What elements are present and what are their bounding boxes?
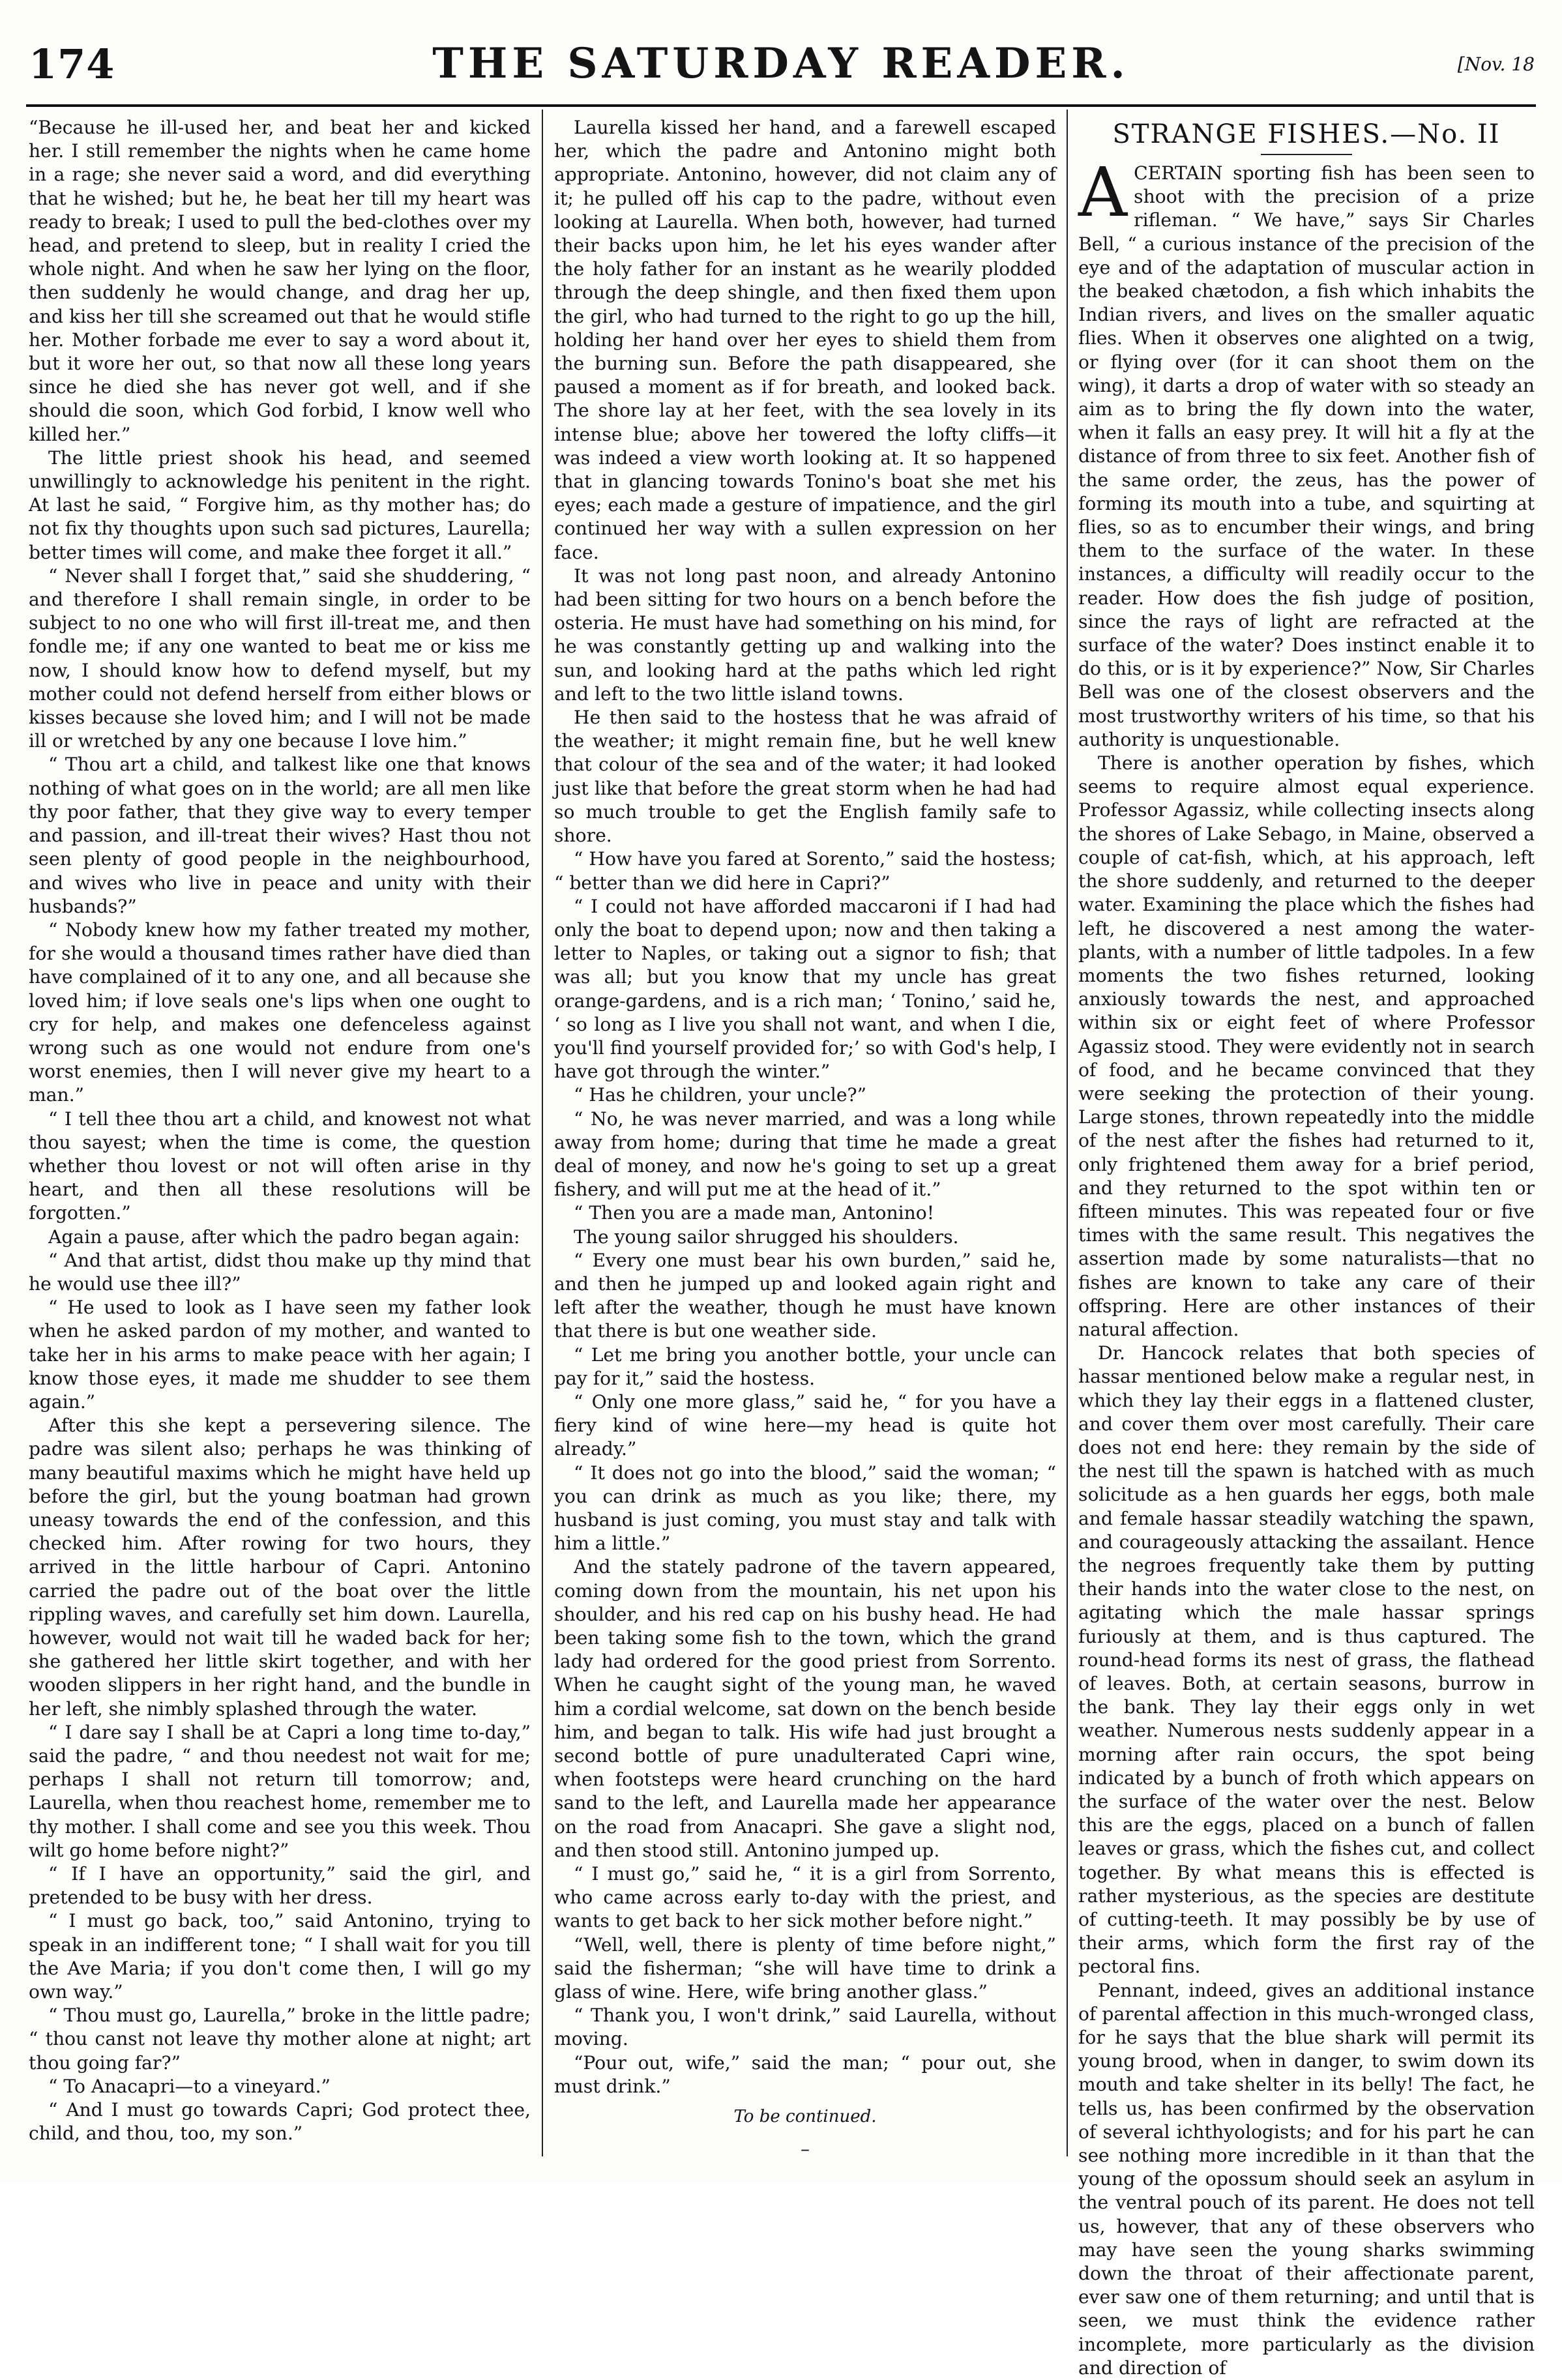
paragraph: “ To Anacapri—to a vineyard.” [48, 2075, 331, 2097]
paragraph: “ Let me bring you another bottle, your uncle can pay for it,” said the hostess. [554, 1344, 1056, 1389]
paragraph: Again a pause, after which the padro began again: [48, 1226, 520, 1248]
paragraph: “ Never shall I forget that,” said she shuddering, “ and therefore I shall remain single, in order to be subject to no one who will first ill-treat me, and then fondle me; if any one wanted to beat me or kiss me now, I should know how to defend myself, but my mother could not defend herself from either blows or kisses because she loved him; and I will not be made ill or wretched by any one because I love him.” [29, 565, 531, 752]
paragraph: The young sailor shrugged his shoulders. [574, 1226, 959, 1248]
title-rule [1261, 154, 1352, 155]
first-paragraph-text: CERTAIN sporting fish has been seen to shoot with the precision of a prize rifleman. “ We have,” says Sir Charles Bell, “ a curious instance of the precision of the eye and of the adaptation of muscular action in the beaked chætodon, a fish which inhabits the Indian rivers, and lives on the smaller aquatic flies. When it observes one alighted on a twig, or flying over (for it can shoot them on the wing), it darts a drop of water with so steady an aim as to bring the fly down into the water, when it falls an easy prey. It will hit a fly at the distance of from three to six feet. Another fish of the same order, the zeus, has the power of forming its mouth into a tube, and squirting at flies, so as to encumber their wings, and bring them to the surface of the water. In these instances, a difficulty will readily occur to the reader. How does the fish judge of position, since the rays of light are refracted at the surface of the water? Does instinct enable it to do this, or is it by experience?” Now, Sir Charles Bell was one of the closest observers and the most trustworthy writers of his time, so that his authority is unquestionable. [1078, 162, 1535, 750]
paragraph: “ And that artist, didst thou make up thy mind that he would use thee ill?” [29, 1249, 531, 1295]
paragraph: “ It does not go into the blood,” said the woman; “ you can drink as much as you like; there, my husband is just coming, you must stay and talk with him a little.” [554, 1462, 1056, 1555]
paragraph: It was not long past noon, and already Antonino had been sitting for two hours on a bench before the osteria. He must have had something on his mind, for he was constantly getting up and walking into the sun, and looking hard at the paths which led right and left to the two little island towns. [554, 565, 1056, 705]
paragraph: There is another operation by fishes, which seems to require almost equal experience. Professor Agassiz, while collecting insects along the shores of Lake Sebago, in Maine, observed a couple of cat-fish, which, at his approach, left the shore suddenly, and returned to the deeper water. Examining the place which the fishes had left, he discovered a nest among the water-plants, with a number of little tadpoles. In a few moments the two fishes returned, looking anxiously towards the nest, and approached within six or eight feet of where Professor Agassiz stood. They were evidently not in search of food, and he became convinced that they were seeking the protection of their young. Large stones, thrown repeatedly into the middle of the nest after the fishes had returned to it, only frightened them away for a brief period, and they returned to the spot within ten or fifteen minutes. This was repeated four or five times with the same result. This negatives the assertion made by some naturalists—that no fishes are known to take any care of their offspring. Here are other instances of their natural affection. [1078, 752, 1535, 1340]
paragraph: Laurella kissed her hand, and a farewell escaped her, which the padre and Antonino might both appropriate. Antonino, however, did not claim any of it; he pulled off his cap to the padre, without even looking at Laurella. When both, however, had turned their backs upon him, he let his eyes wander after the holy father for an instant as he wearily plodded through the deep shingle, and then fixed them upon the girl, who had turned to the right to go up the hill, holding her hand over her eyes to shield them from the burning sun. Before the path disappeared, she paused a moment as if for breath, and looked back. The shore lay at her feet, with the sea lovely in its intense blue; above her towered the lofty cliffs—it was indeed a view worth looking at. It so happened that in glancing towards Tonino's boat she met his eyes; each made a gesture of impatience, and the girl continued her way with a sullen expression on her face. [554, 117, 1056, 563]
paragraph: “ If I have an opportunity,” said the girl, and pretended to be busy with her dress. [29, 1863, 531, 1909]
paragraph: “ I tell thee thou art a child, and knowest not what thou sayest; when the time is come, the question whether thou lovest or not will often arise in thy heart, and then all these resolutions will be forgotten.” [29, 1108, 531, 1224]
paragraph: “ Thou must go, Laurella,” broke in the little padre; “ thou canst not leave thy mother alone at night; art thou going far?” [29, 2005, 531, 2074]
issue-date: [Nov. 18 [1457, 53, 1535, 75]
to-be-continued-note: To be continued. [733, 2107, 877, 2127]
paragraph: “ And I must go towards Capri; God protect thee, child, and thou, too, my son.” [29, 2099, 531, 2145]
paragraph: “ Thank you, I won't drink,” said Laurella, without moving. [554, 2005, 1056, 2050]
first-paragraph [1078, 153, 1535, 752]
drop-cap: A [1078, 153, 1128, 232]
column-divider [542, 110, 543, 2156]
article-title: STRANGE FISHES.—No. II [1112, 119, 1501, 149]
paragraph: “ Has he children, your uncle?” [574, 1084, 867, 1106]
column-story-conclusion [554, 116, 1056, 2160]
paragraph: After this she kept a persevering silence. The padre was silent also; perhaps he was thinking of many beautiful maxims which he might have held up before the girl, but the young boatman had grown uneasy towards the end of the confession, and this checked him. After rowing for two hours, they arrived in the little harbour of Capri. Antonino carried the padre out of the boat over the little rippling waves, and carefully set him down. Laurella, however, would not wait till he waded back for her; she gathered her little skirt together, and with her wooden slippers in her right hand, and the bundle in her left, she nimbly splashed through the water. [29, 1415, 531, 1720]
end-dash: – [801, 2138, 810, 2160]
paragraph: “ He used to look as I have seen my father look when he asked pardon of my mother, and wanted to take her in his arms to make peace with her again; I know those eyes, it made me shudder to see them again.” [29, 1297, 531, 1413]
page-header [0, 0, 1562, 98]
masthead-title: THE SATURDAY READER. [432, 39, 1130, 88]
paragraph: “ Every one must bear his own burden,” said he, and then he jumped up and looked again right and left after the weather, though he must have known that there is but one weather side. [554, 1249, 1056, 1342]
paragraph: He then said to the hostess that he was afraid of the weather; it might remain fine, but he well knew that colour of the sea and of the water; it had looked just like that before the great storm when he had had so much trouble to get the English family safe to shore. [554, 707, 1056, 847]
paragraph: “ Nobody knew how my father treated my mother, for she would a thousand times rather have died than have complained of it to any one, and all because she loved him; if love seals one's lips when one ought to cry for help, and makes one defenceless against wrong such as one would not endure from one's worst enemies, then I will never give my heart to a man.” [29, 918, 531, 1106]
paragraph: “ Thou art a child, and talkest like one that knows nothing of what goes on in the world; are all men like thy poor father, that they give way to every temper and passion, and ill-treat their wives? Hast thou not seen plenty of good people in the neighbourhood, and wives who live in peace and unity with their husbands?” [29, 754, 531, 917]
paragraph: “Pour out, wife,” said the man; “ pour out, she must drink.” [554, 2051, 1056, 2097]
paragraph: “ How have you fared at Sorento,” said the hostess; “ better than we did here in Capri?” [554, 848, 1056, 894]
paragraph: Dr. Hancock relates that both species of hassar mentioned below make a regular nest, in which they lay their eggs in a flattened cluster, and cover them over most carefully. Their care does not end here: they remain by the side of the nest till the spawn is hatched with as much solicitude as a hen guards her eggs, both male and female hassar steadily watching the spawn, and courageously attacking the assailant. Hence the negroes frequently take them by putting their hands into the water close to the nest, on agitating which the male hassar springs furiously at them, and is thus captured. The round-head forms its nest of grass, the flathead of leaves. Both, at certain seasons, burrow in the bank. They lay their eggs only in wet weather. Numerous nests suddenly appear in a morning after rain occurs, the spot being indicated by a bunch of froth which appears on the surface of the water over the nest. Below this are the eggs, placed on a bunch of fallen leaves or grass, which the fishes cut, and collect together. By what means this is effected is rather mysterious, as the species are destitute of cutting-teeth. It may possibly be by use of their arms, which form the first ray of the pectoral fins. [1078, 1342, 1535, 1978]
paragraph: “ I dare say I shall be at Capri a long time to-day,” said the padre, “ and thou needest not wait for me; perhaps I shall not return till tomorrow; and, Laurella, when thou reachest home, remember me to thy mother. I shall come and see you this week. Thou wilt go home before night?” [29, 1721, 531, 1861]
paragraph: “ Then you are a made man, Antonino! [574, 1202, 935, 1224]
paragraph: “ No, he was never married, and was a long while away from home; during that time he made a great deal of money, and now he's going to set up a great fishery, and will put me at the head of it.” [554, 1108, 1056, 1201]
paragraph: Pennant, indeed, gives an additional instance of parental affection in this much-wronged class, for he says that the blue shark will permit its young brood, when in danger, to swim down its mouth and take shelter in its belly! The fact, he tells us, has been confirmed by the observation of several ichthyologists; and for his part he can see nothing more incredible in it than that the young of the opossum should seek an asylum in the ventral pouch of its parent. He does not tell us, however, that any of these observers who may have seen the young sharks swimming down the throat of their affectionate parent, ever saw one of them returning; and until that is seen, we must think the evidence rather incomplete, more particularly as the division and direction of [1078, 1979, 1535, 2379]
column-story-continued [29, 116, 531, 2145]
paragraph: “ Only one more glass,” said he, “ for you have a fiery kind of wine here—my head is quite hot already.” [554, 1390, 1056, 1460]
header-rule [26, 104, 1536, 107]
paragraph: “Well, well, there is plenty of time before night,” said the fisherman; “she will have time to drink a glass of wine. Here, wife bring another glass.” [554, 1933, 1056, 2003]
paragraph: “ I must go back, too,” said Antonino, trying to speak in an indifferent tone; “ I shall wait for you till the Ave Maria; if you don't come then, I will go my own way.” [29, 1910, 531, 2003]
paragraph: “Because he ill-used her, and beat her and kicked her. I still remember the nights when he came home in a rage; she never said a word, and did everything that he wished; but he, he beat her till my heart was ready to break; I used to pull the bed-clothes over my head, and pretend to sleep, but in reality I cried the whole night. And when he saw her lying on the floor, then suddenly he would change, and drag her up, and kiss her till she screamed out that he would stifle her. Mother forbade me ever to say a word about it, but it wore her out, so that now all these long years since he died she has never got well, and if she should die soon, which God forbid, I know well who killed her.” [29, 117, 531, 445]
column-strange-fishes [1078, 116, 1535, 2379]
paragraph: The little priest shook his head, and seemed unwillingly to acknowledge his penitent in the right. At last he said, “ Forgive him, as thy mother has; do not fix thy thoughts upon such sad pictures, Laurella; better times will come, and make thee forget it all.” [29, 447, 531, 563]
column-divider [1067, 110, 1068, 2156]
page-number: 174 [29, 40, 115, 88]
paragraph: “ I could not have afforded maccaroni if I had had only the boat to depend upon; now and then taking a letter to Naples, or taking out a signor to fish; that was all; but you know that my uncle has great orange-gardens, and is a rich man; ‘ Tonino,’ said he, ‘ so long as I live you shall not want, and when I die, you'll find yourself provided for;’ so with God's help, I have got through the winter.” [554, 895, 1056, 1083]
paragraph: “ I must go,” said he, “ it is a girl from Sorrento, who came across early to-day with the priest, and wants to get back to her sick mother before night.” [554, 1863, 1056, 1932]
paragraph: And the stately padrone of the tavern appeared, coming down from the mountain, his net upon his shoulder, and his red cap on his bushy head. He had been taking some fish to the town, which the grand lady had ordered for the good priest from Sorrento. When he caught sight of the young man, he waved him a cordial welcome, sat down on the bench beside him, and began to talk. His wife had just brought a second bottle of pure unadulterated Capri wine, when footsteps were heard crunching on the hard sand to the left, and Laurella made her appearance on the road from Anacapri. She gave a slight nod, and then stood still. Antonino jumped up. [554, 1556, 1056, 1861]
